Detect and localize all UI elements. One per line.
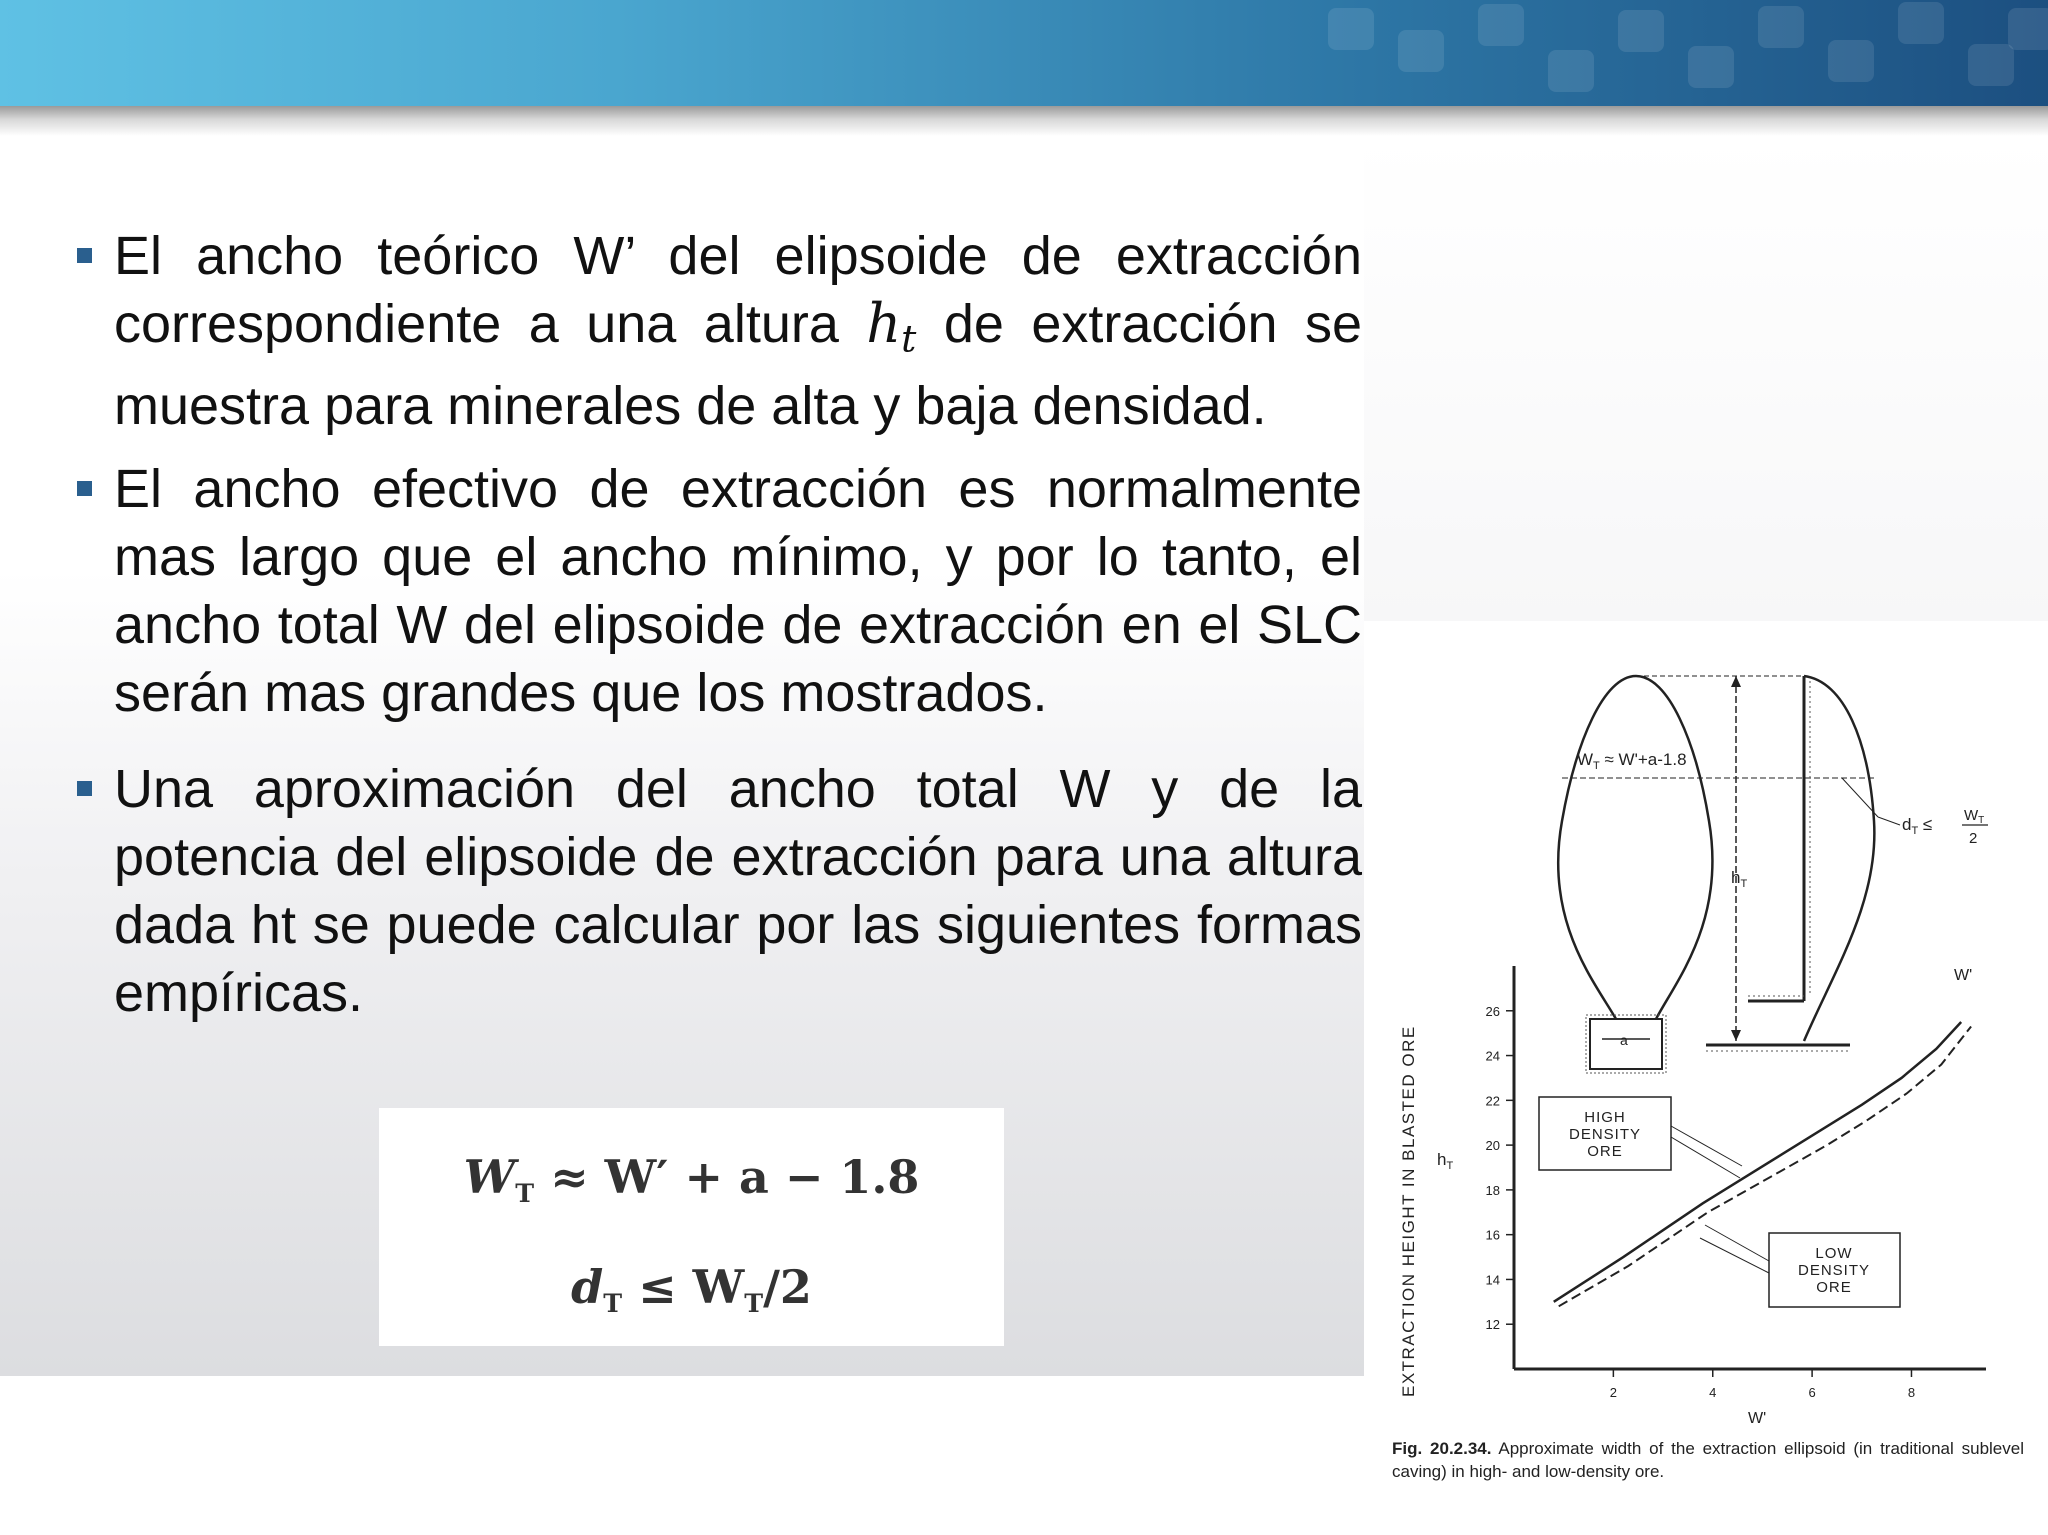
y-tick-label: 24 <box>1485 1048 1500 1064</box>
formula-symbol: d <box>571 1260 604 1314</box>
formula-rhs: ≈ W′ + a − 1.8 <box>534 1150 920 1204</box>
bullet-text-1 <box>114 222 1362 440</box>
formula-subscript: T <box>744 1287 764 1318</box>
bullet-text-2: El ancho efectivo de extracción es normalmente mas largo que el ancho mínimo, y por lo tanto, el ancho total W del elipsoide de extracción en el SLC serán mas grandes que los mostrados. <box>114 459 1362 723</box>
bullet-text-part: El ancho teórico W’ del elipsoide de extracción correspondiente a una altura <box>114 226 1362 354</box>
ellipsoid-outline <box>1558 676 1712 1019</box>
curve-end-label: W' <box>1954 967 1973 984</box>
low-density-label-1: LOW <box>1815 1245 1853 1262</box>
y-tick-label: 18 <box>1485 1182 1500 1198</box>
y-tick-label: 14 <box>1485 1272 1500 1288</box>
y-axis-title: EXTRACTION HEIGHT IN BLASTED ORE <box>1399 1025 1418 1397</box>
figure-number: Fig. 20.2.34. <box>1392 1439 1492 1458</box>
y-tick-label: 16 <box>1485 1227 1500 1243</box>
x-tick-label: 4 <box>1709 1385 1717 1400</box>
bullet-marker <box>77 781 92 796</box>
figure-extraction-ellipsoid <box>1364 621 2048 1535</box>
formula-box <box>379 1108 1004 1346</box>
bullet-text-3: Una aproximación del ancho total W y de la potencia del elipsoide de extracción para una altura dada ht se puede calcular por las siguientes formas empíricas. <box>114 759 1362 1023</box>
label-frac-den: 2 <box>1969 830 1978 847</box>
formula-symbol: W <box>463 1150 516 1204</box>
bullet-marker <box>77 248 92 263</box>
figure-caption-text: Approximate width of the extraction ellipsoid (in traditional sublevel caving) in high- and low-density ore. <box>1392 1439 2024 1481</box>
y-tick-label: 20 <box>1485 1138 1500 1154</box>
header-decoration <box>1288 0 2048 106</box>
math-symbol: h <box>866 292 902 355</box>
x-tick-label: 8 <box>1907 1385 1916 1400</box>
x-ticks <box>1610 1369 1915 1400</box>
label-dt: $d_T$ ≤ <box>1902 815 1933 837</box>
content-background-right <box>1364 136 2048 621</box>
header-shadow <box>0 106 2048 136</box>
figure-caption <box>1392 1437 2024 1483</box>
high-density-label-1: HIGH <box>1584 1109 1626 1126</box>
label-frac-num: $W_T$ <box>1964 807 1985 826</box>
y-tick-label: 12 <box>1485 1317 1500 1333</box>
header-banner <box>0 0 2048 106</box>
figure-svg <box>1364 621 2048 1535</box>
low-density-label-3: ORE <box>1816 1279 1852 1296</box>
y-axis-symbol: $h_T$ <box>1437 1150 1454 1172</box>
y-tick-label: 26 <box>1485 1003 1500 1019</box>
bullet-text-part: de extracción se muestra para minerales de alta y baja densidad. <box>114 294 1362 437</box>
math-subscript: t <box>901 316 917 361</box>
x-axis-title: W' <box>1748 1410 1767 1427</box>
math-h-t <box>866 292 917 361</box>
high-density-label-2: DENSITY <box>1568 1126 1642 1143</box>
formula-wt <box>379 1150 1004 1208</box>
high-density-label-3: ORE <box>1587 1143 1623 1160</box>
low-density-label-2: DENSITY <box>1797 1262 1871 1279</box>
formula-dt <box>379 1260 1004 1318</box>
formula-end: /2 <box>763 1260 812 1314</box>
label-a: a <box>1620 1032 1628 1048</box>
formula-mid: ≤ W <box>622 1260 745 1314</box>
bullet-marker <box>77 481 92 496</box>
label-ht: $h_T$ <box>1731 868 1748 890</box>
x-tick-label: 2 <box>1609 1385 1617 1400</box>
x-tick-label: 6 <box>1808 1385 1816 1400</box>
formula-subscript: T <box>603 1287 623 1318</box>
y-tick-label: 22 <box>1485 1093 1500 1109</box>
formula-subscript: T <box>515 1177 535 1208</box>
half-ellipsoid <box>1804 676 1874 1041</box>
y-ticks <box>1486 1004 1514 1332</box>
label-wt: $W_T \approx W'+a-1.8$ <box>1577 750 1687 772</box>
